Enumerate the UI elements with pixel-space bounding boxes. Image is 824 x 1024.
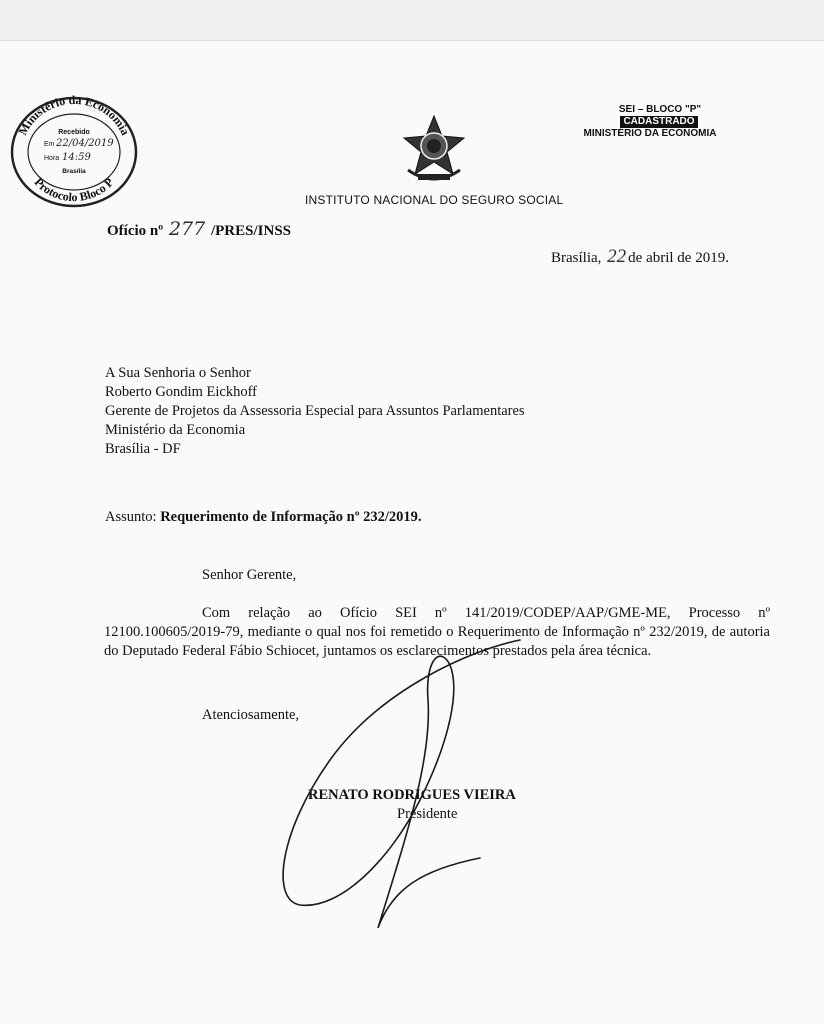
signer-role: Presidente [397,806,458,822]
body-paragraph: Com relação ao Ofício SEI nº 141/2019/CODEP/AAP/GME-ME, Processo nº 12100.100605/2019-79, mediante o qual nos foi remetido o Requerimento de Informação nº 232/2019, de autoria do Deputado Federal Fábio Schiocet, juntamos os esclarecimentos prestados pela área técnica. [104,605,770,659]
recipient-line: Roberto Gondim Eickhoff [105,384,257,400]
oficio-suffix: /PRES/INSS [210,223,292,239]
recipient-line: Ministério da Economia [105,422,246,438]
sei-line-2: CADASTRADO [620,116,697,128]
viewer-top-bar [0,0,824,41]
closing: Atenciosamente, [202,707,300,723]
stamp-top-text: Ministério da Economia [15,92,133,138]
oficio-prefix: Ofício nº [107,223,164,239]
date-handwritten-day: 22 [607,246,627,267]
greeting: Senhor Gerente, [202,567,297,583]
recipient-line: Gerente de Projetos da Assessoria Especial para Assuntos Parlamentares [105,403,525,419]
subject-line [105,509,422,526]
oficio-handwritten-number: 277 [168,218,206,240]
recipient-line: A Sua Senhoria o Senhor [105,365,251,381]
oficio-number [107,218,291,240]
recipient-line: Brasília - DF [105,441,181,457]
stamp-city: Brasília [62,168,86,175]
recipient-block [105,364,525,459]
protocol-stamp [4,90,144,208]
date-city: Brasília, [551,250,602,266]
signer-name: RENATO RODRIGUES VIEIRA [308,787,516,803]
institute-name: INSTITUTO NACIONAL DO SEGURO SOCIAL [305,193,564,207]
coat-of-arms-icon [398,112,470,186]
stamp-time-label: Hora [44,155,60,162]
date-rest: de abril de 2019. [628,250,729,266]
sei-line-3: MINISTÉRIO DA ECONOMIA [583,128,717,139]
sei-stamp [560,104,740,140]
sei-line-1: SEI – BLOCO "P" [618,104,702,115]
subject-value: Requerimento de Informação nº 232/2019. [160,509,422,525]
subject-label: Assunto: [105,509,157,525]
stamp-bottom-text: Protocolo Bloco P [31,175,117,205]
letter-date [551,246,729,268]
stamp-date-label: Em [44,141,55,148]
stamp-received-label: Recebido [58,129,90,136]
stamp-date-value: 22/04/2019 [56,138,114,149]
stamp-time-value: 14:59 [62,152,91,163]
